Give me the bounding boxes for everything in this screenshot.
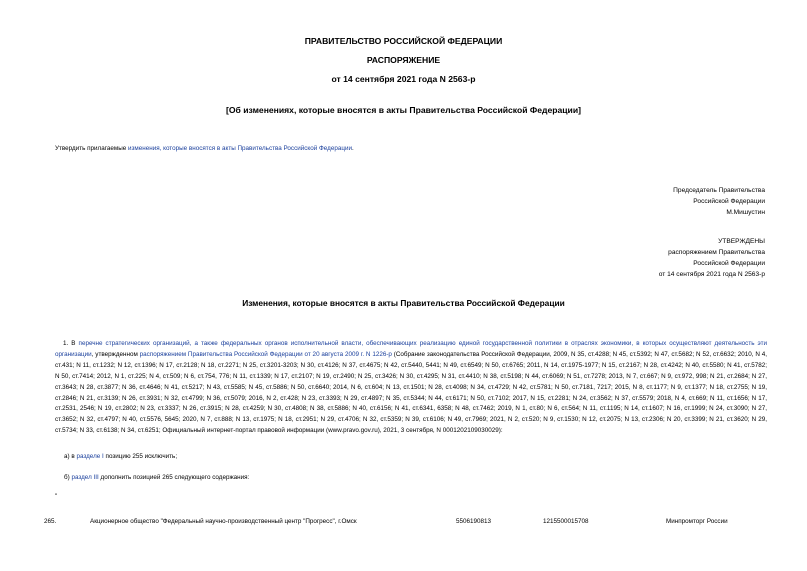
sub-item-b <box>64 473 249 484</box>
document-type: РАСПОРЯЖЕНИЕ <box>366 55 441 65</box>
signature-country: Российской Федерации <box>693 198 765 205</box>
opening-quote-mark: " <box>55 493 58 500</box>
sub-b-prefix: б) <box>64 474 72 481</box>
approved-heading: УТВЕРЖДЕНЫ <box>718 238 765 245</box>
signature-position: Председатель Правительства <box>673 187 765 194</box>
item-1-paragraph <box>55 339 767 437</box>
approved-country: Российской Федерации <box>693 260 765 267</box>
table-row-organization: Акционерное общество "Федеральный научно-производственный центр "Прогресс", г.Омск <box>90 518 357 525</box>
approved-date-number: от 14 сентября 2021 года N 2563-р <box>658 271 765 278</box>
sub-a-suffix: позицию 255 исключить; <box>103 453 178 460</box>
changes-title: Изменения, которые вносятся в акты Правительства Российской Федерации <box>242 298 565 308</box>
sub-a-prefix: а) в <box>64 453 77 460</box>
table-row-ministry: Минпромторг России <box>666 518 728 525</box>
item-1-sources: (Собрание законодательства Российской Федерации, 2009, N 35, ст.4288; N 45, ст.5392; N 47, ст.5682; N 52, ст.6632; 2010, N 4, ст.431; N 11, ст.1232; N 12, ст.1396; N 17, ст.2128; N 18, ст.2271; N 25, ст.3201-3203; N 30, ст.4126; N 37, ст.4675; N 42, ст.5440, 5441; N 49, ст.6549; N 50, ст.6765; 2011, N 14, ст.1975-1977; N 15, ст.2167; N 28, ст.4242; N 40, ст.5580; N 41, ст.5782; N 50, ст.7414; 2012, N 1, ст.225; N 4, ст.509; N 6, ст.754, 776; N 11, ст.1339; N 17, ст.2107; N 19, ст.2490; N 25, ст.3426; N 30, ст.4295; N 31, ст.4410; N 38, ст.5198; N 44, ст.6069; N 51, ст.7278; 2013, N 7, ст.667; N 9, ст.972, 998; N 21, ст.2684; N 27, ст.3643; N 28, ст.3877; N 36, ст.4646; N 41, ст.5217; N 43, ст.5585; N 45, ст.5886; N 50, ст.6640; 2014, N 6, ст.604; N 13, ст.1501; N 28, ст.4098; N 34, ст.4729; N 42, ст.5781; N 50, ст.7181, 7217; 2015, N 8, ст.1177; N 9, ст.1377; N 18, ст.2755; N 19, ст.2846; N 21, ст.3139; N 26, ст.3931; N 32, ст.4799; N 36, ст.5079; 2016, N 2, ст.428; N 23, ст.3393; N 29, ст.4897; N 35, ст.5344; N 44, ст.6171; N 50, ст.7102; 2017, N 15, ст.2281; N 24, ст.3562; N 37, ст.5579; 2018, N 4, ст.669; N 11, ст.1656; N 17, ст.2531, 2546; N 19, ст.2802; N 23, ст.3337; N 26, ст.3915; N 28, ст.4259; N 30, ст.4808; N 38, ст.5886; N 40, ст.6156; N 41, ст.6341, 6358; N 48, ст.7462; 2019, N 1, ст.80; N 6, ст.564; N 11, ст.1195; N 14, ст.1607; N 16, ст.1999; N 24, ст.3090; N 27, ст.3652; N 32, ст.4797; N 40, ст.5576, 5645; 2020, N 7, ст.888; N 13, ст.1975; N 18, ст.2951; N 29, ст.4706; N 32, ст.5359; N 39, ст.6106; N 49, ст.7969; 2021, N 2, ст.520; N 9, ст.1530; N 12, ст.2075; N 13, ст.2306; N 20, ст.3399; N 21, ст.3620; N 29, ст.5734; N 33, ст.6138; N 34, ст.6251; Официальный интернет-портал правовой информации (www.pravo.gov.ru), 2021, 3 сентября, N 0001202109030029): <box>55 350 767 435</box>
table-row-ogrn: 1215500015708 <box>543 518 589 525</box>
section-i-link[interactable]: разделе I <box>76 453 104 460</box>
table-row-number: 265. <box>44 518 57 525</box>
approve-paragraph <box>55 144 354 155</box>
table-row-inn: 5506190813 <box>456 518 492 525</box>
government-title: ПРАВИТЕЛЬСТВО РОССИЙСКОЙ ФЕДЕРАЦИИ <box>304 36 503 46</box>
item-1-mid: , утвержденном <box>91 350 140 358</box>
approved-by: распоряжением Правительства <box>668 249 765 256</box>
document-title: [Об изменениях, которые вносятся в акты Правительства Российской Федерации] <box>225 105 581 115</box>
approved-changes-link[interactable]: изменения, которые вносятся в акты Правительства Российской Федерации <box>128 145 352 152</box>
sub-item-a <box>64 452 177 463</box>
section-iii-link[interactable]: раздел III <box>71 474 99 481</box>
approve-prefix: Утвердить прилагаемые <box>55 145 128 152</box>
item-1-number: 1. В <box>63 340 79 347</box>
signature-name: М.Мишустин <box>726 209 765 216</box>
sub-b-suffix: дополнить позицией 265 следующего содержания: <box>98 474 250 481</box>
strategic-organizations-list-link[interactable]: перечне стратегических организаций, а также федеральных органов исполнительной власти, обеспечивающих реализацию единой государственной политики в отраслях экономики, в которых осуществляют деятельность эти организации <box>55 340 767 358</box>
approve-suffix: . <box>351 145 354 152</box>
signature-block <box>673 185 765 218</box>
document-date-number: от 14 сентября 2021 года N 2563-р <box>331 74 476 84</box>
approved-stamp-block <box>659 236 765 280</box>
government-order-1226-link[interactable]: распоряжением Правительства Российской Федерации от 20 августа 2009 г. N 1226-р <box>139 350 392 358</box>
